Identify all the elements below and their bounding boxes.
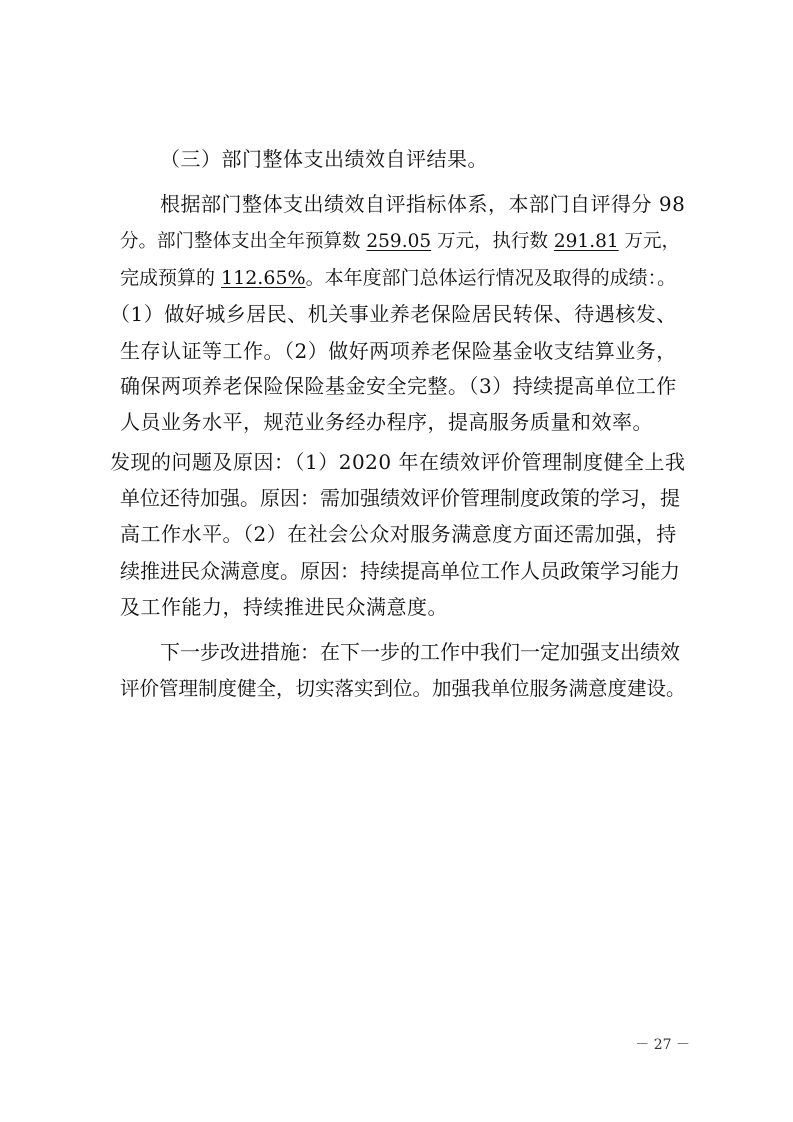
exec-amount: 291.81: [553, 231, 619, 252]
summary-text: 。本年度部门总体运行情况及取得的成绩：。: [305, 267, 677, 289]
paragraph1-line3: [120, 262, 690, 294]
rate-label: 完成预算的: [120, 267, 222, 289]
budget-label: 分。部门整体支出全年预算数: [120, 231, 367, 252]
completion-rate: 112.65%: [221, 267, 306, 289]
paragraph1-line4: （1）做好城乡居民、机关事业养老保险居民转保、待遇核发、: [110, 302, 677, 326]
paragraph1-line2: [120, 226, 690, 258]
section-heading: （三）部门整体支出绩效自评结果。: [160, 147, 488, 171]
paragraph1-line6: 确保两项养老保险保险基金安全完整。（3）持续提高单位工作: [120, 374, 677, 398]
paragraph2-line5: 及工作能力，持续推进民众满意度。: [120, 595, 448, 619]
exec-label: 万元，执行数: [431, 231, 554, 252]
budget-amount: 259.05: [366, 231, 432, 252]
unit-label: 万元，: [618, 231, 681, 252]
paragraph1-line7: 人员业务水平，规范业务经办程序，提高服务质量和效率。: [120, 410, 653, 434]
paragraph1-line5: 生存认证等工作。（2）做好两项养老保险基金收支结算业务，: [120, 339, 677, 363]
paragraph3-line2: 评价管理制度健全，切实落实到位。加强我单位服务满意度建设。: [120, 677, 686, 700]
paragraph1-line1: 根据部门整体支出绩效自评指标体系，本部门自评得分 98: [160, 192, 686, 216]
paragraph2-line2: 单位还待加强。原因：需加强绩效评价管理制度政策的学习，提: [120, 486, 680, 510]
paragraph2-line3: 高工作水平。（2）在社会公众对服务满意度方面还需加强，持: [120, 522, 677, 546]
page-number: － 27 －: [635, 1037, 690, 1053]
paragraph3-line1: 下一步改进措施：在下一步的工作中我们一定加强支出绩效: [160, 640, 680, 664]
paragraph2-line4: 续推进民众满意度。原因：持续提高单位工作人员政策学习能力: [120, 559, 680, 583]
paragraph2-line1: 发现的问题及原因：（1）2020 年在绩效评价管理制度健全上我: [110, 450, 686, 474]
